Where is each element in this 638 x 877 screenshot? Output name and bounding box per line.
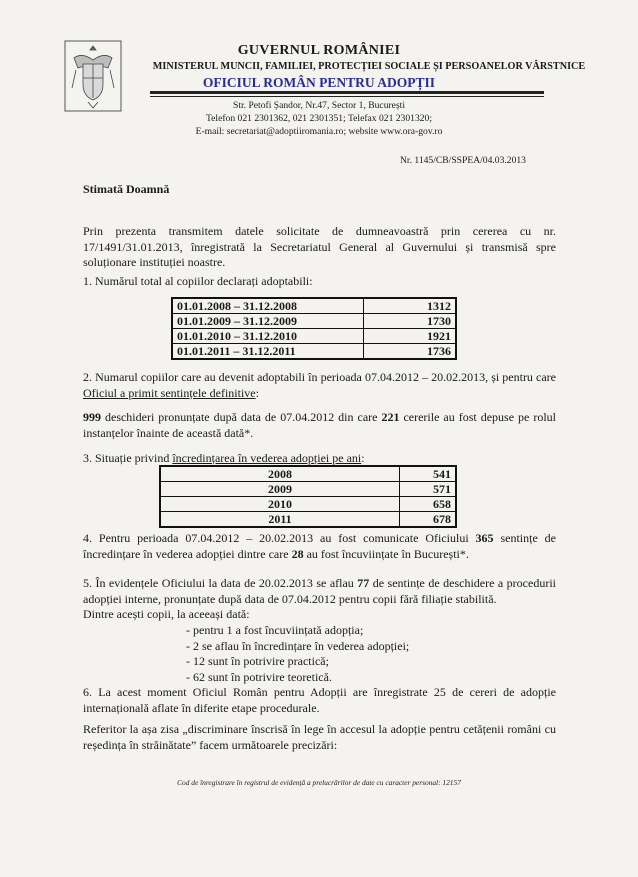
table-cell-year: 2011: [160, 512, 400, 528]
section-5-text-c: Dintre acești copii, la aceeași dată:: [83, 607, 250, 621]
table-row: [160, 466, 456, 482]
filed-count: 221: [381, 410, 400, 424]
section-4-text-b: sentințe de încredințare în vederea adopției dintre care: [83, 531, 556, 561]
section-number: 5.: [83, 576, 92, 590]
table-cell-period: 01.01.2009 – 31.12.2009: [172, 314, 364, 329]
section-5-text: În evidențele Oficiului la data de 20.02.2013 se aflau: [92, 576, 358, 590]
header-rule-thin: [150, 96, 544, 97]
closing-paragraph: Referitor la așa zisa „discriminare înscrisă în lege în accesul la adopție pentru cetățenii români cu reședința în străinătate” facem următoarele precizări:: [83, 722, 556, 752]
openings-count: 999: [83, 410, 101, 424]
salutation: Stimată Doamnă: [83, 182, 170, 196]
section-4-text-c: au fost încuviințate în București*.: [303, 546, 469, 561]
table-cell-year: 2009: [160, 482, 400, 497]
section-2-paragraph: [83, 370, 556, 401]
table-cell-value: 1736: [364, 344, 457, 360]
section-1-title: 1. Numărul total al copiilor declarați adoptabili:: [83, 274, 313, 288]
footer-note: Cod de înregistrare în registrul de evidență a prelucrărilor de date cu caracter personal: 12157: [177, 778, 461, 787]
table-cell-year: 2010: [160, 497, 400, 512]
table-cell-year: 2008: [160, 466, 400, 482]
address-line-2: Telefon 021 2301362, 021 2301351; Telefax 021 2301320;: [205, 113, 433, 124]
table-row: [172, 314, 456, 329]
table-cell-value: 571: [400, 482, 457, 497]
table-cell-value: 1921: [364, 329, 457, 344]
section-5-list: [186, 623, 409, 685]
table-cell-value: 658: [400, 497, 457, 512]
table-row: [172, 344, 456, 360]
list-item: - 62 sunt în potrivire teoretică.: [186, 669, 332, 684]
address-line-3: E-mail: secretariat@adoptiiromania.ro; website www.ora-gov.ro: [195, 126, 443, 137]
section-2-text: Numarul copiilor care au devenit adoptabili în perioada 07.04.2012 – 20.02.2013, și pentru care: [92, 370, 556, 384]
list-item: - 12 sunt în potrivire practică;: [186, 654, 329, 668]
table-cell-value: 541: [400, 466, 457, 482]
section-4-text: Pentru perioada 07.04.2012 – 20.02.2013 au fost comunicate Oficiului: [92, 531, 476, 545]
section-2-detail-end: cererile au fost depuse pe rolul instanțelor înainte de această dată*.: [83, 410, 556, 440]
section-number: 4.: [83, 531, 92, 545]
section-3-underlined: încredințarea în vederea adopției pe ani: [172, 451, 362, 465]
section-2-detail: [83, 410, 556, 441]
table-cell-period: 01.01.2011 – 31.12.2011: [172, 344, 364, 360]
section-5-paragraph: [83, 576, 556, 623]
section-number: 6.: [83, 685, 92, 699]
placements-by-year-table: [159, 465, 457, 528]
section-6-paragraph: [83, 685, 556, 716]
section-2-punct: :: [255, 385, 259, 400]
table-cell-period: 01.01.2010 – 31.12.2010: [172, 329, 364, 344]
reference-number: Nr. 1145/CB/SSPEA/04.03.2013: [400, 155, 526, 166]
section-3-title-text: 3. Situație privind: [83, 451, 173, 465]
sentences-count: 365: [475, 531, 494, 545]
table-row: [160, 512, 456, 528]
list-item: - pentru 1 a fost încuviințată adopția;: [186, 623, 364, 637]
intro-paragraph: Prin prezenta transmitem datele solicitate de dumneavoastră prin cererea cu nr. 17/1491/31.01.2013, înregistrată la Secretariatul General al Guvernului și transmisă spre soluționare instituției noastre.: [83, 224, 556, 269]
address-line-1: Str. Petofi Șandor, Nr.47, Sector 1, București: [232, 100, 406, 111]
section-3-punct: :: [361, 451, 365, 465]
header-rule-thick: [150, 91, 544, 94]
office-name: OFICIUL ROMÂN PENTRU ADOPȚII: [202, 75, 436, 90]
table-cell-value: 678: [400, 512, 457, 528]
section-2-detail-text: deschideri pronunțate după data de 07.04.2012 din care: [101, 410, 382, 424]
list-item: - 2 se aflau în încredințare în vederea adopției;: [186, 638, 410, 653]
ministry-name: MINISTERUL MUNCII, FAMILIEI, PROTECȚIEI SOCIALE ȘI PERSOANELOR VÂRSTNICE: [152, 61, 586, 72]
bucharest-count: 28: [291, 546, 304, 561]
section-2-underlined: Oficiul a primit sentințele definitive: [83, 385, 256, 400]
procedures-count: 77: [357, 576, 370, 590]
section-6-text: La acest moment Oficiul Român pentru Adopții are înregistrate 25 de cereri de adopție internațională aflate în diferite etape procedurale.: [83, 685, 556, 715]
table-cell-value: 1312: [364, 298, 457, 314]
table-row: [172, 298, 456, 314]
adoptable-children-table: [171, 297, 457, 360]
table-row: [160, 482, 456, 497]
table-cell-period: 01.01.2008 – 31.12.2008: [172, 298, 364, 314]
government-name: GUVERNUL ROMÂNIEI: [237, 43, 401, 58]
section-4-paragraph: [83, 531, 556, 562]
table-row: [172, 329, 456, 344]
section-5-text-b: de sentințe de deschidere a procedurii adopției interne, pronunțate după data de 07.04.2012 pentru copii fără filiație stabilită.: [83, 576, 556, 606]
section-number: 2.: [83, 370, 92, 384]
table-cell-value: 1730: [364, 314, 457, 329]
table-row: [160, 497, 456, 512]
